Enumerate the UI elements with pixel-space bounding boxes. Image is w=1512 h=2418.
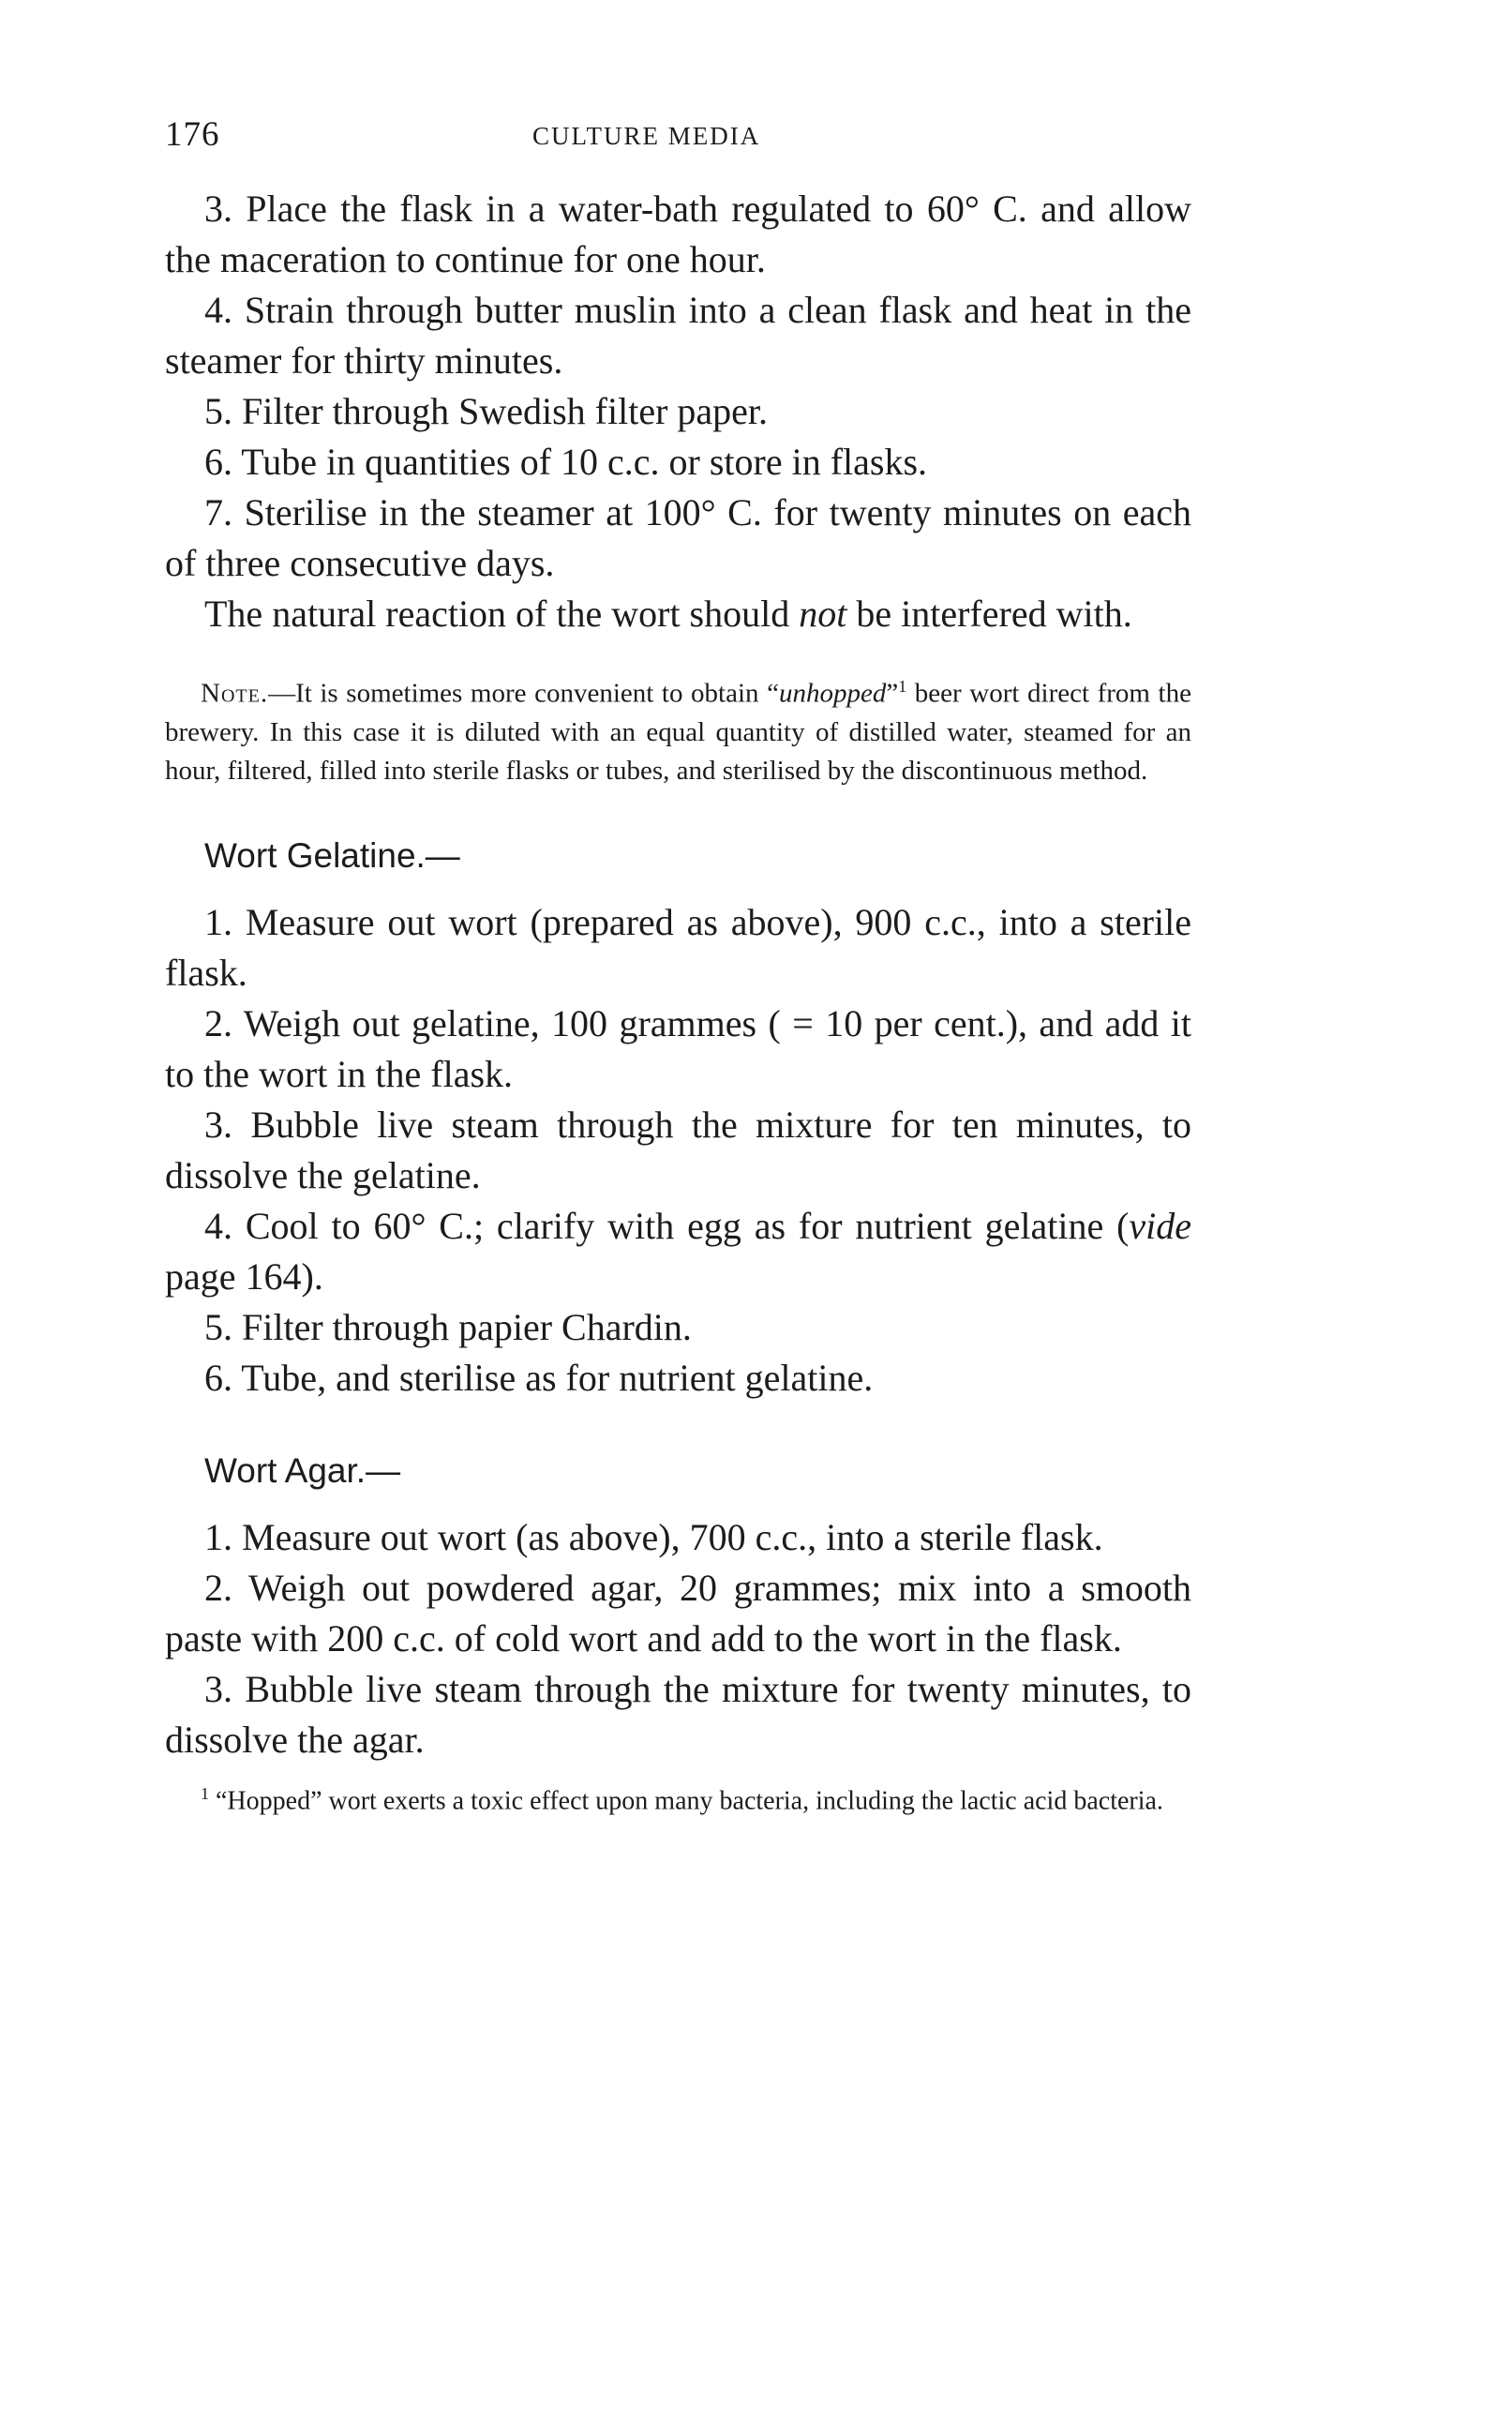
reaction-paragraph (165, 589, 1191, 639)
running-head: CULTURE MEDIA (532, 122, 761, 150)
note-emphasis: unhopped (778, 678, 887, 709)
step-number: 5. (204, 1305, 232, 1348)
reaction-emphasis: not (799, 593, 847, 635)
step-emphasis: vide (1129, 1204, 1192, 1247)
list-item (165, 897, 1191, 999)
step-text-before: Cool to 60° C.; clarify with egg as for nutrient gelatine ( (245, 1204, 1130, 1247)
page-number: 176 (165, 115, 220, 154)
step-text: Weigh out powdered agar, 20 grammes; mix into a smooth paste with 200 c.c. of cold wort and add to the wort in the flask. (165, 1566, 1191, 1660)
footnote-text: “Hopped” wort exerts a toxic effect upon many bacteria, including the lactic acid bacteria. (209, 1785, 1163, 1815)
footnote-marker: 1 (201, 1783, 209, 1803)
book-spine-edge (1428, 0, 1512, 2418)
step-number: 3. (204, 1103, 232, 1146)
step-text: Filter through Swedish filter paper. (242, 390, 769, 432)
reaction-text-before: The natural reaction of the wort should (204, 593, 800, 635)
list-item (165, 1563, 1191, 1664)
step-number: 5. (204, 390, 232, 432)
section-heading-wort-gelatine: Wort Gelatine.— (204, 835, 460, 875)
list-item (165, 437, 1191, 488)
note-text-before: —It is sometimes more convenient to obtain “ (268, 678, 779, 709)
step-text: Strain through butter muslin into a clean flask and heat in the steamer for thirty minutes. (165, 289, 1192, 382)
list-item (165, 1512, 1191, 1563)
reaction-text-after: be interfered with. (846, 593, 1132, 635)
step-text: Tube, and sterilise as for nutrient gelatine. (241, 1356, 874, 1399)
note-paragraph (165, 668, 1191, 790)
step-number: 1. (204, 900, 232, 943)
step-number: 7. (204, 491, 232, 533)
step-text: Bubble live steam through the mixture for twenty minutes, to dissolve the agar. (165, 1667, 1192, 1761)
step-text-after: page 164). (165, 1254, 323, 1298)
list-item (165, 386, 1191, 437)
step-number: 2. (204, 1566, 232, 1609)
step-text: Place the flask in a water-bath regulated to 60° C. and allow the maceration to continue for one hour. (165, 188, 1192, 280)
note-label: Note. (201, 678, 269, 709)
body-text (165, 184, 1191, 1820)
step-text: Measure out wort (prepared as above), 900 c.c., into a sterile flask. (165, 900, 1191, 994)
step-number: 6. (204, 441, 232, 483)
step-text: Filter through papier Chardin. (242, 1305, 692, 1348)
list-item (165, 1201, 1191, 1302)
step-text: Sterilise in the steamer at 100° C. for twenty minutes on each of three consecutive days. (165, 491, 1192, 584)
list-item (165, 999, 1191, 1100)
list-item (165, 1100, 1191, 1201)
step-text: Weigh out gelatine, 100 grammes ( = 10 per cent.), and add it to the wort in the flask. (165, 1001, 1191, 1095)
step-text: Tube in quantities of 10 c.c. or store in flasks. (241, 441, 928, 483)
step-number: 6. (204, 1356, 232, 1399)
step-number: 4. (204, 289, 232, 331)
note-text-after: beer wort direct from the brewery. In this case it is diluted with an equal quantity of distilled water, steamed for an hour, filtered, filled into sterile flasks or tubes, and sterilised by the discontinuous method. (165, 678, 1191, 786)
list-item (165, 1302, 1191, 1353)
step-number: 4. (204, 1204, 232, 1247)
step-number: 1. (204, 1515, 232, 1558)
footnote-ref: 1 (898, 677, 907, 696)
step-number: 3. (204, 1667, 232, 1710)
list-item (165, 488, 1191, 589)
list-item (165, 1353, 1191, 1404)
list-item (165, 184, 1191, 285)
list-item (165, 1664, 1191, 1765)
note-text-mid: ” (886, 678, 899, 709)
step-text: Measure out wort (as above), 700 c.c., into a sterile flask. (242, 1515, 1103, 1558)
section-heading-wort-agar: Wort Agar.— (204, 1450, 401, 1490)
step-text: Bubble live steam through the mixture for ten minutes, to dissolve the gelatine. (165, 1103, 1192, 1196)
step-number: 3. (204, 188, 232, 230)
footnote (165, 1775, 1191, 1820)
list-item (165, 285, 1191, 386)
step-number: 2. (204, 1001, 232, 1044)
page-header (165, 114, 1191, 171)
